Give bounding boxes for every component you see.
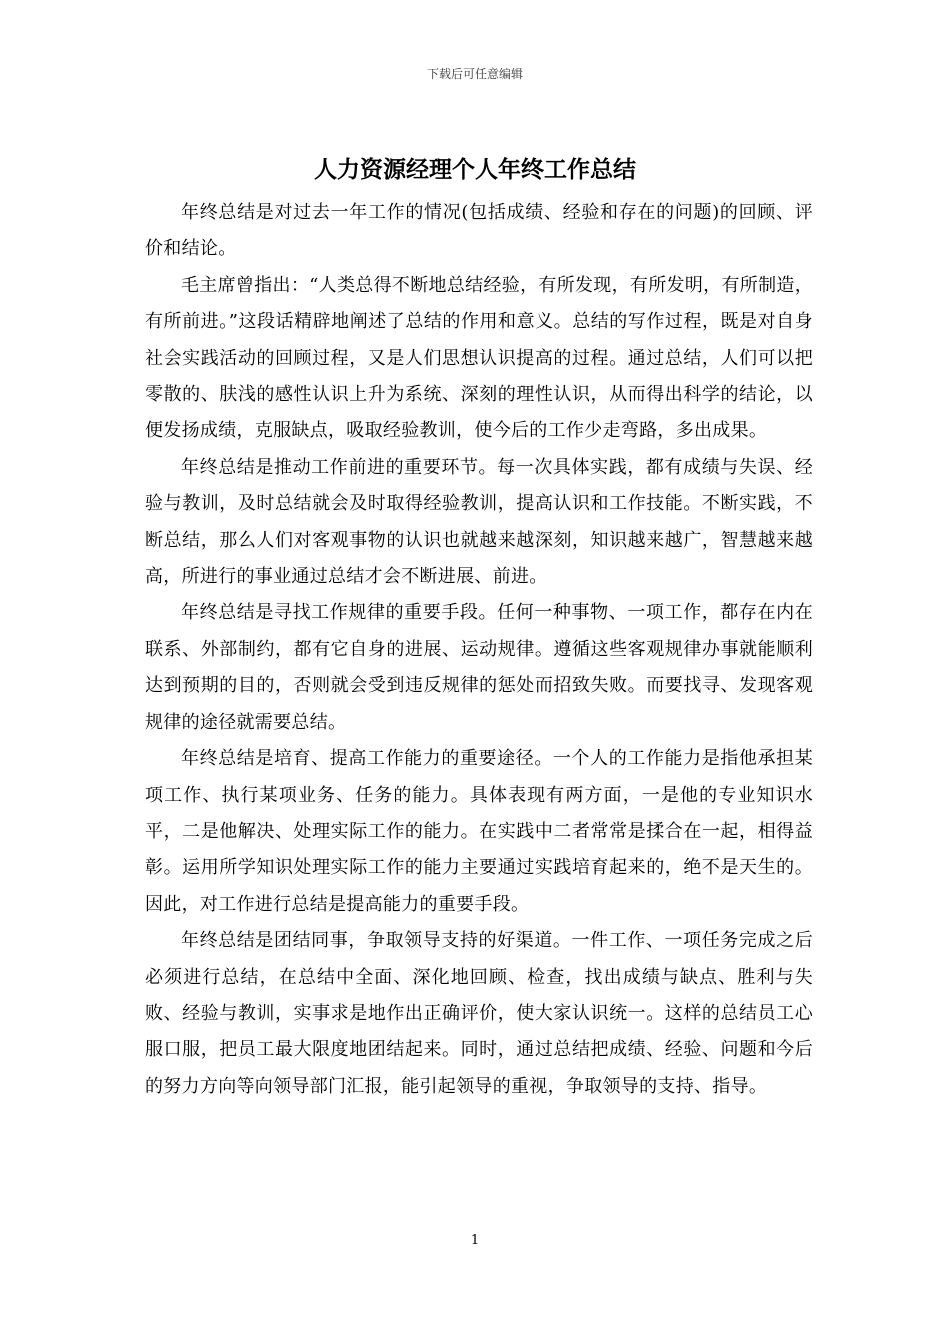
paragraph: 毛主席曾指出：“人类总得不断地总结经验，有所发现，有所发明，有所制造，有所前进。”这段话精辟地阐述了总结的作用和意义。总结的写作过程，既是对自身社会实践活动的回顾过程，又是人们思想认识提高的过程。通过总结，人们可以把零散的、肤浅的感性认识上升为系统、深刻的理性认识，从而得出科学的结论，以便发扬成绩，克服缺点，吸取经验教训，使今后的工作少走弯路，多出成果。 — [145, 274, 813, 442]
document-body — [145, 195, 813, 1105]
header-note: 下载后可任意编辑 — [426, 67, 523, 81]
paragraph: 年终总结是寻找工作规律的重要手段。任何一种事物、一项工作，都存在内在联系、外部制约，都有它自身的进展、运动规律。遵循这些客观规律办事就能顺利达到预期的目的，否则就会受到违反规律的惩处而招致失败。而要找寻、发现客观规律的途径就需要总结。 — [145, 602, 813, 733]
page-number: 1 — [470, 1233, 480, 1248]
paragraph: 年终总结是对过去一年工作的情况(包括成绩、经验和存在的问题)的回顾、评价和结论。 — [145, 202, 813, 260]
paragraph: 年终总结是推动工作前进的重要环节。每一次具体实践，都有成绩与失误、经验与教训，及时总结就会及时取得经验教训，提高认识和工作技能。不断实践，不断总结，那么人们对客观事物的认识也就越来越深刻，知识越来越广，智慧越来越高，所进行的事业通过总结才会不断进展、前进。 — [145, 456, 813, 588]
paragraph: 年终总结是培育、提高工作能力的重要途径。一个人的工作能力是指他承担某项工作、执行某项业务、任务的能力。具体表现有两方面，一是他的专业知识水平，二是他解决、处理实际工作的能力。在实践中二者常常是揉合在一起，相得益彰。运用所学知识处理实际工作的能力主要通过实践培育起来的，绝不是天生的。因此，对工作进行总结是提高能力的重要手段。 — [145, 748, 813, 915]
paragraph: 年终总结是团结同事，争取领导支持的好渠道。一件工作、一项任务完成之后必须进行总结，在总结中全面、深化地回顾、检查，找出成绩与缺点、胜利与失败、经验与教训，实事求是地作出正确评价，使大家认识统一。这样的总结员工心服口服，把员工最大限度地团结起来。同时，通过总结把成绩、经验、问题和今后的努力方向等向领导部门汇报，能引起领导的重视，争取领导的支持、指导。 — [145, 930, 813, 1097]
document-title: 人力资源经理个人年终工作总结 — [314, 156, 636, 183]
